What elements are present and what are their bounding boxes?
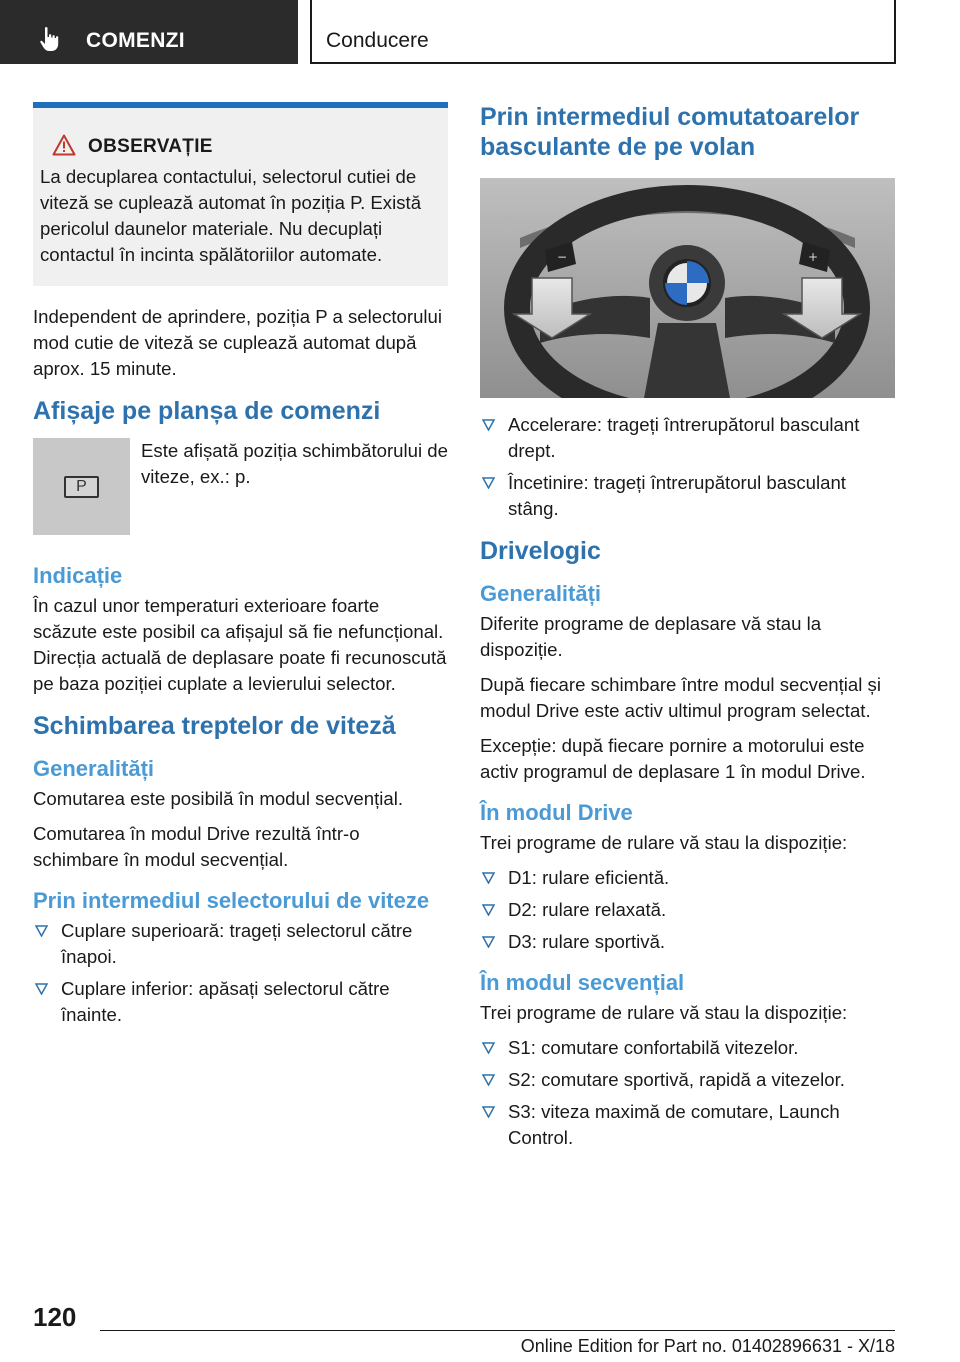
warning-triangle-icon — [52, 134, 76, 156]
triangle-bullet-icon — [35, 983, 48, 995]
triangle-bullet-icon — [482, 1106, 495, 1118]
section-header — [310, 0, 896, 64]
triangle-bullet-icon — [482, 477, 495, 489]
warning-text: La decuplarea contactului, selectorul cutiei de viteză se cuplează automat în poziția P. Există pericolul daunelor materiale. Nu decuplați contactul în incinta spălătoriilor automate. — [40, 166, 422, 265]
chapter-tab — [0, 0, 298, 64]
list-item: D1: rulare eficientă. — [480, 865, 895, 891]
triangle-bullet-icon — [482, 904, 495, 916]
heading-drivelogic: Drivelogic — [480, 537, 601, 565]
gear-symbol: P — [76, 478, 87, 495]
heading-indicatie: Indicație — [33, 563, 123, 588]
triangle-bullet-icon — [482, 1042, 495, 1054]
heading-schimbarea: Schimbarea treptelor de viteză — [33, 712, 396, 740]
selector-list — [33, 918, 448, 1028]
paragraph-sequential-mode: Trei programe de rulare vă stau la dispoziție: — [480, 1002, 848, 1023]
paddle-list — [480, 412, 895, 522]
paddle-minus-label: − — [556, 250, 568, 264]
list-item: S3: viteza maximă de comutare, Launch Control. — [480, 1099, 895, 1151]
heading-comutatoare: Prin intermediul comutatoarelor basculante de pe volan — [480, 103, 860, 161]
chapter-label: COMENZI — [86, 29, 185, 52]
right-column — [480, 102, 895, 1157]
list-item: D3: rulare sportivă. — [480, 929, 895, 955]
list-item: S2: comutare sportivă, rapidă a vitezelor. — [480, 1067, 895, 1093]
triangle-bullet-icon — [482, 1074, 495, 1086]
heading-generalitati-left: Generalități — [33, 756, 155, 781]
triangle-bullet-icon — [35, 925, 48, 937]
heading-generalitati-right: Generalități — [480, 581, 602, 606]
paragraph-indicatie: În cazul unor temperaturi exterioare foarte scăzute este posibil ca afișajul să fie nefuncțional. Direcția actuală de deplasare poate fi recunoscută pe baza poziției cuplate a levierului selector. — [33, 595, 447, 694]
warning-title-row — [40, 134, 438, 160]
paddle-plus-label: + — [807, 250, 819, 264]
paragraph-independent: Independent de aprindere, poziția P a selectorului mod cutie de viteză se cuplează automat după aprox. 15 minute. — [33, 306, 443, 379]
footer-divider — [100, 1330, 895, 1331]
page-number: 120 — [33, 1302, 77, 1332]
list-item: Accelerare: trageți întrerupătorul basculant drept. — [480, 412, 895, 464]
heading-sequential-mode: În modul secvențial — [480, 970, 685, 995]
paragraph-drivelogic-2: După fiecare schimbare între modul secvențial și modul Drive este activ ultimul program selectat. — [480, 674, 881, 721]
list-item: D2: rulare relaxată. — [480, 897, 895, 923]
warning-box — [33, 102, 448, 286]
paragraph-drive-mode: Trei programe de rulare vă stau la dispoziție: — [480, 832, 848, 853]
gear-p-indicator — [64, 476, 99, 498]
heading-drive-mode: În modul Drive — [480, 800, 633, 825]
list-item: Încetinire: trageți întrerupătorul basculant stâng. — [480, 470, 895, 522]
left-column — [33, 102, 448, 1034]
drive-list — [480, 865, 895, 955]
list-item: Cuplare inferior: apăsați selectorul către înainte. — [33, 976, 448, 1028]
list-item: Cuplare superioară: trageți selectorul către înapoi. — [33, 918, 448, 970]
paragraph-drivelogic-1: Diferite programe de deplasare vă stau la dispoziție. — [480, 613, 822, 660]
gear-display-image — [33, 438, 130, 535]
edition-text: Online Edition for Part no. 01402896631 - X/18 — [520, 1336, 895, 1356]
section-label: Conducere — [326, 29, 429, 52]
triangle-bullet-icon — [482, 419, 495, 431]
heading-afisaje: Afișaje pe planșa de comenzi — [33, 397, 381, 425]
triangle-bullet-icon — [482, 872, 495, 884]
paragraph-general-2: Comutarea în modul Drive rezultă într-o schimbare în modul secvențial. — [33, 823, 360, 870]
gear-display-row — [33, 438, 448, 544]
warning-title: OBSERVAȚIE — [88, 136, 213, 157]
gear-display-text: Este afișată poziția schimbătorului de viteze, ex.: p. — [141, 440, 448, 487]
paragraph-drivelogic-3: Excepție: după fiecare pornire a motorului este activ programul de deplasare 1 în modul Drive. — [480, 735, 866, 782]
triangle-bullet-icon — [482, 936, 495, 948]
heading-selector: Prin intermediul selectorului de viteze — [33, 888, 430, 913]
hand-pointer-icon — [38, 26, 62, 52]
sequential-list — [480, 1035, 895, 1151]
steering-wheel-image — [480, 178, 895, 398]
list-item: S1: comutare confortabilă vitezelor. — [480, 1035, 895, 1061]
paragraph-general-1: Comutarea este posibilă în modul secvențial. — [33, 788, 404, 809]
